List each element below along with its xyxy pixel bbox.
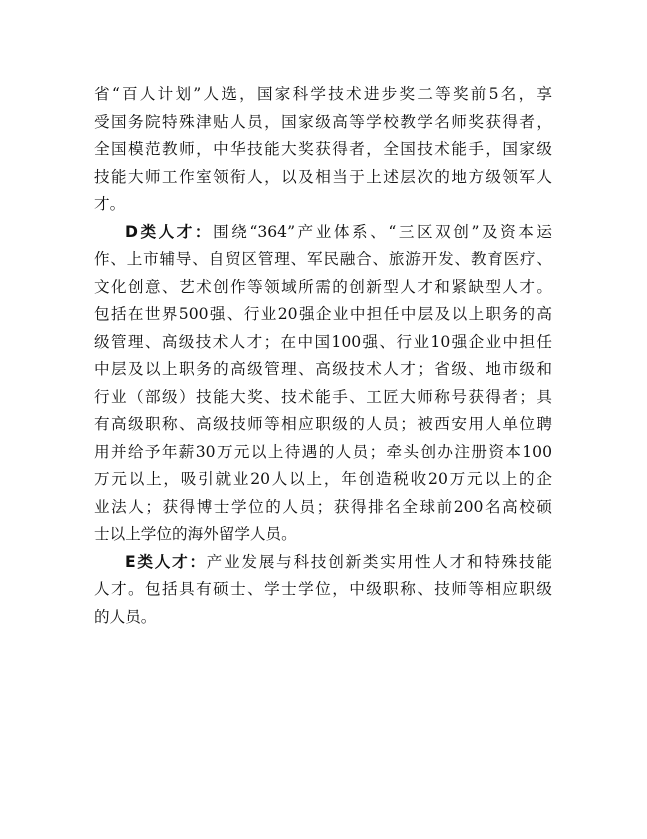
- text-line: 受国务院特殊津贴人员，国家级高等学校教学名师奖获得者，: [94, 112, 552, 131]
- text-line: 行业（部级）技能大奖、技术能手、工匠大师称号获得者；具: [94, 387, 552, 406]
- text-line: 士以上学位的海外留学人员。: [94, 525, 297, 543]
- text-line: [94, 219, 552, 247]
- text-line: 作、上市辅导、自贸区管理、军民融合、旅游开发、教育医疗、: [94, 250, 552, 268]
- text-segment: 产业发展与科技创新类实用性人才和特殊技能: [206, 552, 552, 571]
- text-line: 技能大师工作室领衔人，以及相当于上述层次的地方级领军人: [94, 167, 552, 186]
- text-line: 才。: [94, 195, 126, 213]
- paragraph-e-talent: [94, 549, 552, 632]
- text-line: 的人员。: [94, 607, 157, 626]
- paragraph-d-talent: [94, 219, 552, 549]
- text-line: 全国模范教师，中华技能大奖获得者，全国技术能手，国家级: [94, 140, 552, 158]
- text-line: 万元以上，吸引就业20人以上，年创造税收20万元以上的企: [94, 470, 552, 488]
- document-body: [94, 81, 552, 631]
- text-line: 用并给予年薪30万元以上待遇的人员；牵头创办注册资本100: [94, 442, 552, 461]
- text-line: 级管理、高级技术人才；在中国100强、行业10强企业中担任: [94, 332, 552, 351]
- text-line: 省“百人计划”人选，国家科学技术进步奖二等奖前5名，享: [94, 85, 552, 103]
- text-line: 文化创意、艺术创作等领域所需的创新型人才和紧缺型人才。: [94, 277, 552, 296]
- paragraph-a-continuation: [94, 81, 552, 219]
- section-label-d: D类人才：: [125, 222, 214, 241]
- text-line: 业法人；获得博士学位的人员；获得排名全球前200名高校硕: [94, 497, 552, 516]
- text-segment: 围绕“364”产业体系、“三区双创”及资本运: [213, 222, 552, 241]
- text-line: 人才。包括具有硕士、学士学位，中级职称、技师等相应职级: [94, 580, 552, 598]
- text-line: [94, 549, 552, 577]
- text-line: 中层及以上职务的高级管理、高级技术人才；省级、地市级和: [94, 360, 552, 378]
- section-label-e: E类人才：: [125, 552, 207, 571]
- text-line: 有高级职称、高级技师等相应职级的人员；被西安用人单位聘: [94, 415, 552, 433]
- text-line: 包括在世界500强、行业20强企业中担任中层及以上职务的高: [94, 305, 552, 323]
